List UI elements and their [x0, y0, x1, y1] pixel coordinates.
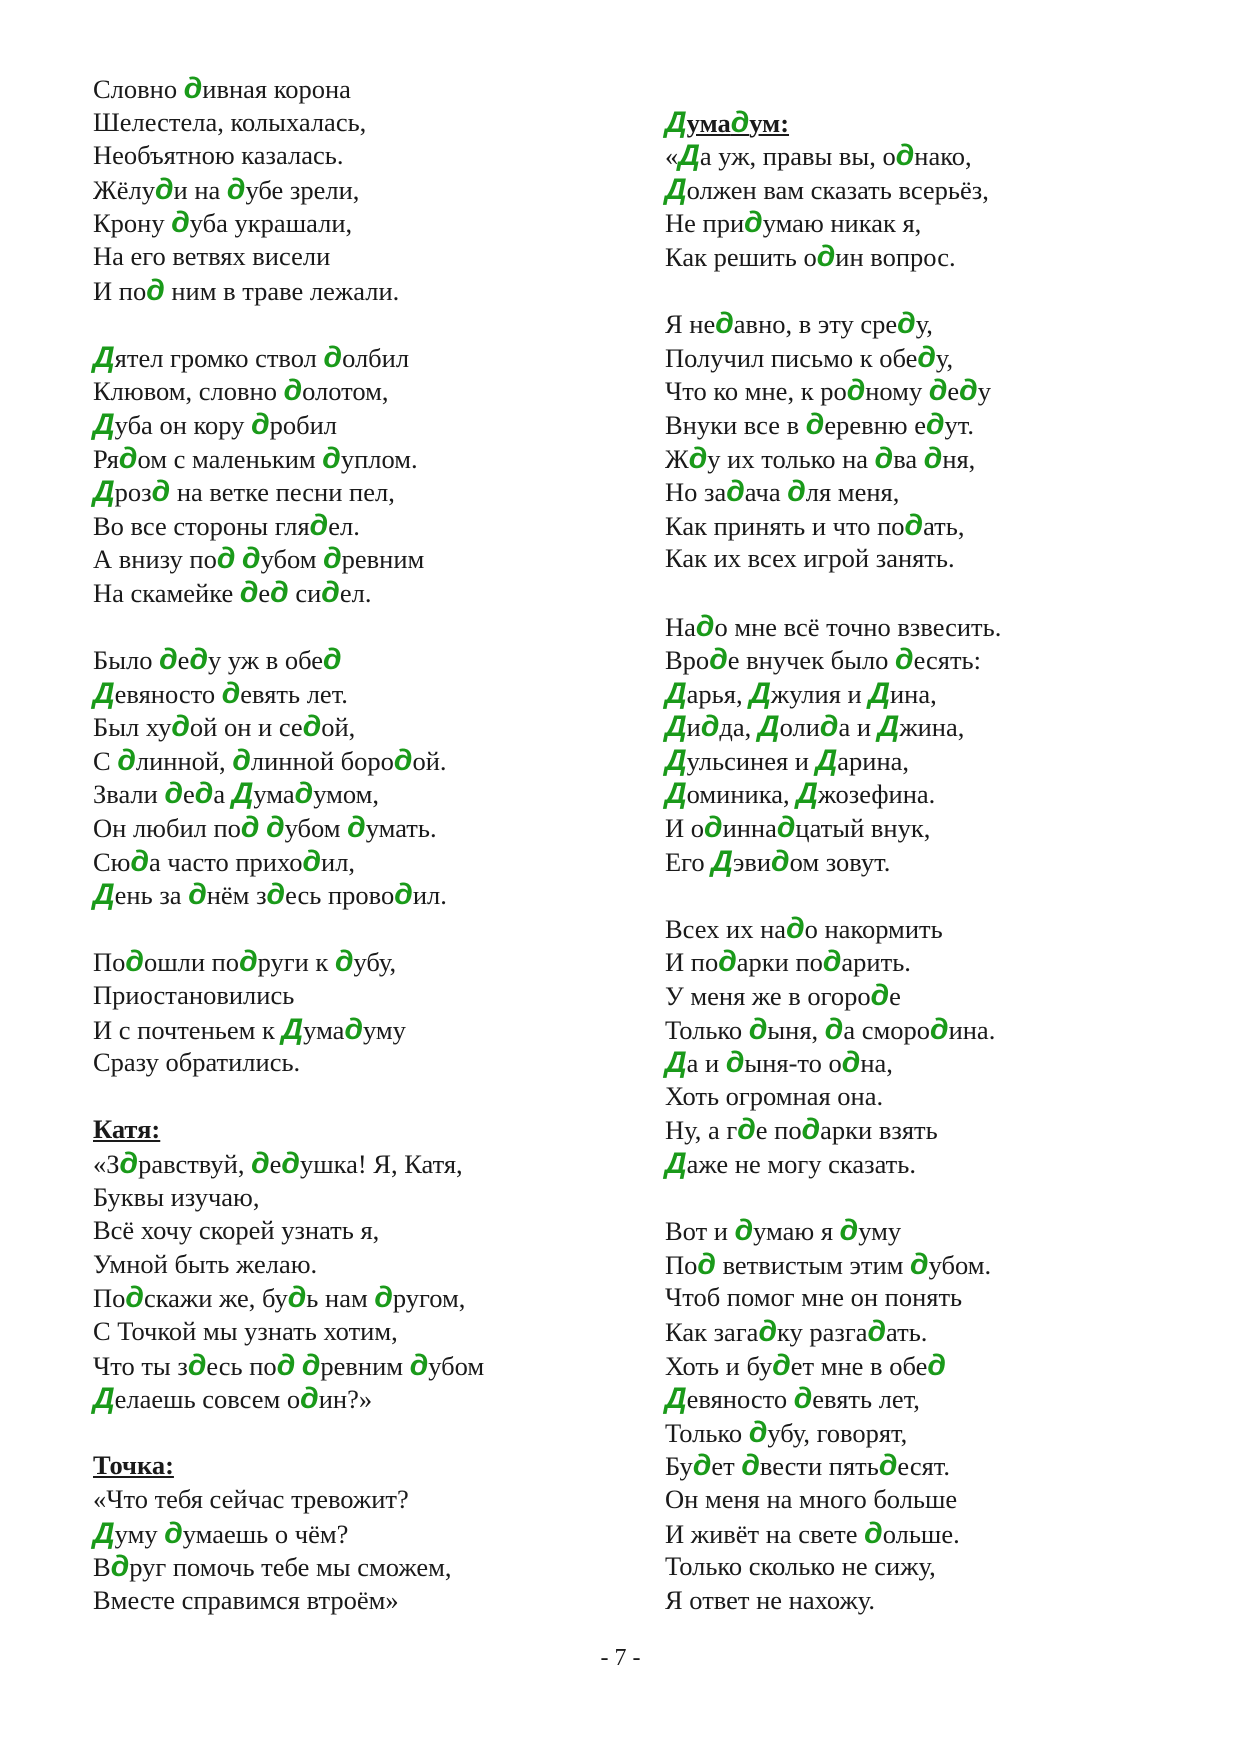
poem-line: Ну, а где подарки взять [665, 1113, 938, 1147]
highlighted-letter: д [819, 710, 839, 744]
highlighted-letter: д [276, 1348, 296, 1382]
highlighted-letter: д [151, 475, 171, 509]
highlighted-letter: д [188, 878, 207, 912]
highlighted-letter: д [870, 979, 890, 1013]
highlighted-letter: д [715, 307, 734, 341]
poem-line: Сразу обратились. [93, 1047, 301, 1078]
highlighted-letter: д [323, 542, 342, 576]
highlighted-letter: д [321, 575, 340, 609]
highlighted-letter: Д [93, 407, 115, 441]
poem-line: «Что тебя сейчас тревожит? [93, 1483, 409, 1514]
highlighted-letter: д [309, 508, 329, 542]
highlighted-letter: д [709, 643, 728, 677]
poem-line: Клювом, словно долотом, [93, 374, 389, 408]
highlighted-letter: Д [93, 1516, 115, 1550]
highlighted-letter: д [758, 1314, 777, 1348]
highlighted-letter: д [910, 1247, 929, 1281]
poem-line [93, 1113, 633, 1147]
highlighted-letter: д [334, 945, 354, 979]
highlighted-letter: д [374, 1281, 393, 1315]
highlighted-letter: д [323, 340, 343, 374]
highlighted-letter: Д [231, 777, 254, 811]
poem-line: Необъятною казалась. [93, 140, 344, 171]
highlighted-letter: д [283, 374, 303, 408]
poem-line [665, 106, 1205, 140]
poem-line: Дульсинея и Дарина, [665, 743, 910, 777]
highlighted-letter: Д [815, 743, 838, 777]
highlighted-letter: д [841, 1046, 861, 1080]
highlighted-letter: д [409, 1348, 429, 1382]
highlighted-letter: д [239, 945, 258, 979]
highlighted-letter: д [864, 1516, 883, 1550]
poem-line: Дуба он кору дробил [93, 407, 337, 441]
highlighted-letter: д [801, 1113, 821, 1147]
highlighted-letter: Д [665, 1046, 687, 1080]
poem-line: Что ты здесь под древним дубом [93, 1348, 485, 1382]
highlighted-letter: д [805, 407, 825, 441]
poem-line: Дятел громко ствол долбил [93, 340, 410, 374]
poem-line: Вдруг помочь тебе мы сможем, [93, 1550, 452, 1584]
highlighted-letter: д [125, 1281, 144, 1315]
highlighted-letter: д [159, 643, 178, 677]
highlighted-letter: д [251, 1147, 270, 1180]
highlighted-letter: Д [877, 710, 900, 744]
highlighted-letter: д [300, 1382, 319, 1416]
highlighted-letter: д [839, 1214, 859, 1248]
highlighted-letter: д [266, 811, 285, 845]
highlighted-letter: Д [665, 710, 687, 744]
highlighted-letter: Д [711, 844, 733, 878]
poem-line: Как решить один вопрос. [665, 239, 956, 273]
highlighted-letter: д [344, 1012, 363, 1046]
poem-line: И с почтеньем к Думадуму [93, 1012, 406, 1046]
stanza-gap [665, 878, 1205, 912]
highlighted-letter: д [118, 441, 138, 475]
highlighted-letter: д [700, 710, 720, 744]
poem-line: Приостановились [93, 980, 295, 1011]
highlighted-letter: д [822, 945, 842, 979]
highlighted-letter: д [772, 1348, 791, 1382]
highlighted-letter: д [281, 1147, 300, 1180]
poem-line: Рядом с маленьким дуплом. [93, 441, 418, 475]
poem-line: Крону дуба украшали, [93, 206, 353, 240]
highlighted-letter: Д [796, 777, 818, 811]
poem-line: Звали деда Думадумом, [93, 777, 380, 811]
highlighted-letter: д [925, 407, 945, 441]
poem-line: Его Дэвидом зовут. [665, 844, 891, 878]
highlighted-letter: Д [665, 1147, 687, 1180]
stanza-gap [93, 912, 633, 946]
poem-line: На скамейке дед сидел. [93, 575, 372, 609]
poem-line: «Здравствуй, дедушка! Я, Катя, [93, 1147, 463, 1180]
highlighted-letter: д [239, 575, 259, 609]
stanza-gap [93, 307, 633, 341]
highlighted-letter: Д [93, 1382, 115, 1416]
highlighted-letter: Д [665, 777, 687, 811]
highlighted-letter: д [718, 945, 737, 979]
poem-line: Даже не могу сказать. [665, 1147, 916, 1180]
highlighted-letter: Д [665, 172, 687, 206]
stanza-gap [93, 1080, 633, 1114]
poem-line: Я недавно, в эту среду, [665, 307, 933, 341]
poem-line: Как загадку разгадать. [665, 1314, 928, 1348]
poem-line: Да и дыня-то одна, [665, 1046, 893, 1080]
highlighted-letter: д [776, 811, 796, 845]
poem-line: Вот и думаю я думу [665, 1214, 902, 1248]
highlighted-letter: д [697, 1247, 716, 1281]
highlighted-letter: д [824, 1012, 844, 1046]
highlighted-letter: д [744, 206, 763, 240]
highlighted-letter: Д [665, 1382, 687, 1416]
highlighted-letter: д [393, 743, 413, 777]
poem-line: Надо мне всё точно взвесить. [665, 609, 1002, 643]
highlighted-letter: д [930, 1012, 949, 1046]
highlighted-letter: д [959, 374, 978, 408]
highlighted-letter: д [194, 777, 214, 811]
poem-line: Не придумаю никак я, [665, 206, 922, 240]
poem-line: Как их всех игрой занять. [665, 543, 955, 574]
poem-line: Он любил под дубом думать. [93, 811, 437, 845]
highlighted-letter: д [874, 441, 894, 475]
poem-line: Всех их надо накормить [665, 911, 943, 945]
poem-line: Жёлуди на дубе зрели, [93, 172, 360, 206]
highlighted-letter: д [923, 441, 943, 475]
highlighted-letter: д [897, 307, 916, 341]
highlighted-letter: д [287, 1281, 307, 1315]
highlighted-letter: д [322, 441, 341, 475]
highlighted-letter: д [904, 508, 924, 542]
poem-line: Я ответ не нахожу. [665, 1584, 875, 1615]
highlighted-letter: д [221, 676, 241, 710]
highlighted-letter: д [895, 139, 915, 173]
highlighted-letter: д [171, 710, 190, 744]
highlighted-letter: д [737, 1113, 756, 1147]
highlighted-letter: д [787, 475, 806, 509]
highlighted-letter: д [928, 374, 948, 408]
highlighted-letter: д [232, 743, 251, 777]
highlighted-letter: д [242, 542, 261, 576]
highlighted-letter: Д [665, 105, 687, 139]
highlighted-letter: д [695, 609, 715, 643]
highlighted-letter: д [110, 1550, 130, 1584]
highlighted-letter: Д [93, 475, 115, 509]
stanza-gap [665, 72, 1205, 106]
highlighted-letter: д [748, 1415, 768, 1449]
highlighted-letter: д [816, 239, 836, 273]
poem-line: Что ко мне, к родному деду [665, 374, 991, 408]
page-number: - 7 - [600, 1645, 641, 1671]
poem-line: День за днём здесь проводил. [93, 878, 447, 912]
poem-line: Подошли подруги к дубу, [93, 945, 397, 979]
poem-line: С длинной, длинной бородой. [93, 743, 447, 777]
highlighted-letter: д [786, 911, 805, 945]
poem-line: Было деду уж в обед [93, 643, 342, 677]
highlighted-letter: Д [281, 1012, 304, 1046]
highlighted-letter: д [154, 172, 174, 206]
poem-line: Будет двести пятьдесят. [665, 1449, 950, 1483]
highlighted-letter: д [226, 172, 246, 206]
poem-line: И одиннадцатый внук, [665, 811, 931, 845]
highlighted-letter: д [183, 72, 203, 105]
highlighted-letter: д [322, 643, 342, 677]
speaker-name: Точка: [93, 1450, 174, 1481]
highlighted-letter: д [704, 811, 723, 845]
poem-line: Доминика, Джозефина. [665, 777, 936, 811]
highlighted-letter: д [270, 575, 289, 609]
highlighted-letter: д [725, 1046, 745, 1080]
poem-line: Только дубу, говорят, [665, 1415, 908, 1449]
poem-line: Чтоб помог мне он понять [665, 1282, 963, 1313]
highlighted-letter: д [171, 206, 190, 240]
highlighted-letter: Д [93, 340, 115, 374]
highlighted-letter: д [216, 542, 236, 576]
speaker-name: Думадум: [665, 105, 790, 139]
stanza-gap [665, 576, 1205, 610]
highlighted-letter: д [189, 643, 208, 677]
poem-line: Вроде внучек было десять: [665, 643, 981, 677]
poem-line: Во все стороны глядел. [93, 508, 360, 542]
highlighted-letter: д [867, 1314, 887, 1348]
poem-line: Внуки все в деревню едут. [665, 407, 974, 441]
highlighted-letter: д [117, 743, 136, 777]
poem-line: С Точкой мы узнать хотим, [93, 1315, 398, 1346]
highlighted-letter: д [119, 1147, 139, 1180]
poem-line: Вместе справимся втроём» [93, 1584, 399, 1615]
highlighted-letter: Д [749, 676, 771, 710]
stanza-gap [93, 610, 633, 644]
highlighted-letter: д [164, 1516, 183, 1550]
poem-line: Должен вам сказать всерьёз, [665, 172, 989, 206]
highlighted-letter: д [771, 844, 790, 878]
poem-line: Дидда, Долида и Джина, [665, 710, 965, 744]
poem-line: Девяносто девять лет, [665, 1382, 920, 1416]
left-column [93, 72, 633, 1617]
poem-line: Буквы изучаю, [93, 1181, 260, 1212]
highlighted-letter: д [793, 1382, 813, 1416]
highlighted-letter: д [347, 811, 366, 845]
highlighted-letter: д [917, 340, 936, 374]
poem-line: Словно дивная корона [93, 72, 351, 105]
poem-line: Девяносто девять лет. [93, 676, 348, 710]
highlighted-letter: д [130, 844, 150, 878]
highlighted-letter: Д [93, 878, 115, 912]
poem-line: Шелестела, колыхалась, [93, 106, 367, 137]
poem-line: Дарья, Джулия и Дина, [665, 676, 937, 710]
poem-line: Хоть огромная она. [665, 1080, 884, 1111]
poem-line: Всё хочу скорей узнать я, [93, 1215, 380, 1246]
highlighted-letter: д [302, 710, 322, 744]
stanza-gap [93, 1416, 633, 1450]
highlighted-letter: д [164, 777, 184, 811]
right-column [665, 72, 1205, 1617]
poem-line: А внизу под дубом древним [93, 542, 425, 576]
poem-line: Только дыня, да смородина. [665, 1012, 996, 1046]
highlighted-letter: д [688, 441, 708, 475]
poem-line: Жду их только на два дня, [665, 441, 976, 475]
highlighted-letter: д [878, 1449, 898, 1483]
poem-line: Только сколько не сижу, [665, 1551, 936, 1582]
poem-line: И живёт на свете дольше. [665, 1516, 960, 1550]
stanza-gap [665, 274, 1205, 308]
highlighted-letter: Д [93, 676, 115, 710]
poem-line: Был худой он и седой, [93, 710, 356, 744]
highlighted-letter: д [895, 643, 914, 677]
highlighted-letter: д [301, 1348, 321, 1382]
highlighted-letter: д [251, 407, 270, 441]
poem-line: Но задача для меня, [665, 475, 900, 509]
poem-line: И подарки подарить. [665, 945, 911, 979]
poem-line: И под ним в траве лежали. [93, 273, 400, 307]
poem-line [93, 1449, 633, 1483]
poem-line: Хоть и будет мне в обед [665, 1348, 946, 1382]
highlighted-letter: д [734, 1214, 754, 1248]
poem-line: Подскажи же, будь нам другом, [93, 1281, 466, 1315]
highlighted-letter: д [187, 1348, 207, 1382]
poem-line: У меня же в огороде [665, 979, 901, 1013]
highlighted-letter: Д [678, 139, 700, 173]
highlighted-letter: Д [665, 743, 687, 777]
speaker-name: Катя: [93, 1114, 161, 1145]
poem-line: Под ветвистым этим дубом. [665, 1247, 992, 1281]
highlighted-letter: д [730, 105, 750, 139]
highlighted-letter: Д [868, 676, 890, 710]
poem-line: На его ветвях висели [93, 240, 331, 271]
poem-line: Сюда часто приходил, [93, 844, 356, 878]
highlighted-letter: д [726, 475, 745, 509]
highlighted-letter: д [266, 878, 286, 912]
highlighted-letter: д [146, 273, 165, 307]
poem-line: Делаешь совсем один?» [93, 1382, 373, 1416]
highlighted-letter: д [692, 1449, 712, 1483]
highlighted-letter: д [748, 1012, 768, 1046]
poem-line: Умной быть желаю. [93, 1248, 318, 1279]
highlighted-letter: д [240, 811, 260, 845]
poem-line: Дрозд на ветке песни пел, [93, 475, 395, 509]
poem-line: Получил письмо к обеду, [665, 340, 954, 374]
highlighted-letter: д [302, 844, 322, 878]
poem-line: Как принять и что подать, [665, 508, 965, 542]
poem-line: Думу думаешь о чём? [93, 1516, 349, 1550]
highlighted-letter: д [846, 374, 866, 408]
highlighted-letter: д [294, 777, 314, 811]
highlighted-letter: д [741, 1449, 760, 1483]
highlighted-letter: д [394, 878, 413, 912]
highlighted-letter: Д [757, 710, 780, 744]
highlighted-letter: д [125, 945, 144, 979]
poem-line: «Да уж, правы вы, однако, [665, 139, 972, 173]
highlighted-letter: Д [665, 676, 687, 710]
highlighted-letter: д [927, 1348, 946, 1382]
stanza-gap [665, 1181, 1205, 1215]
poem-line: Он меня на много больше [665, 1483, 958, 1514]
